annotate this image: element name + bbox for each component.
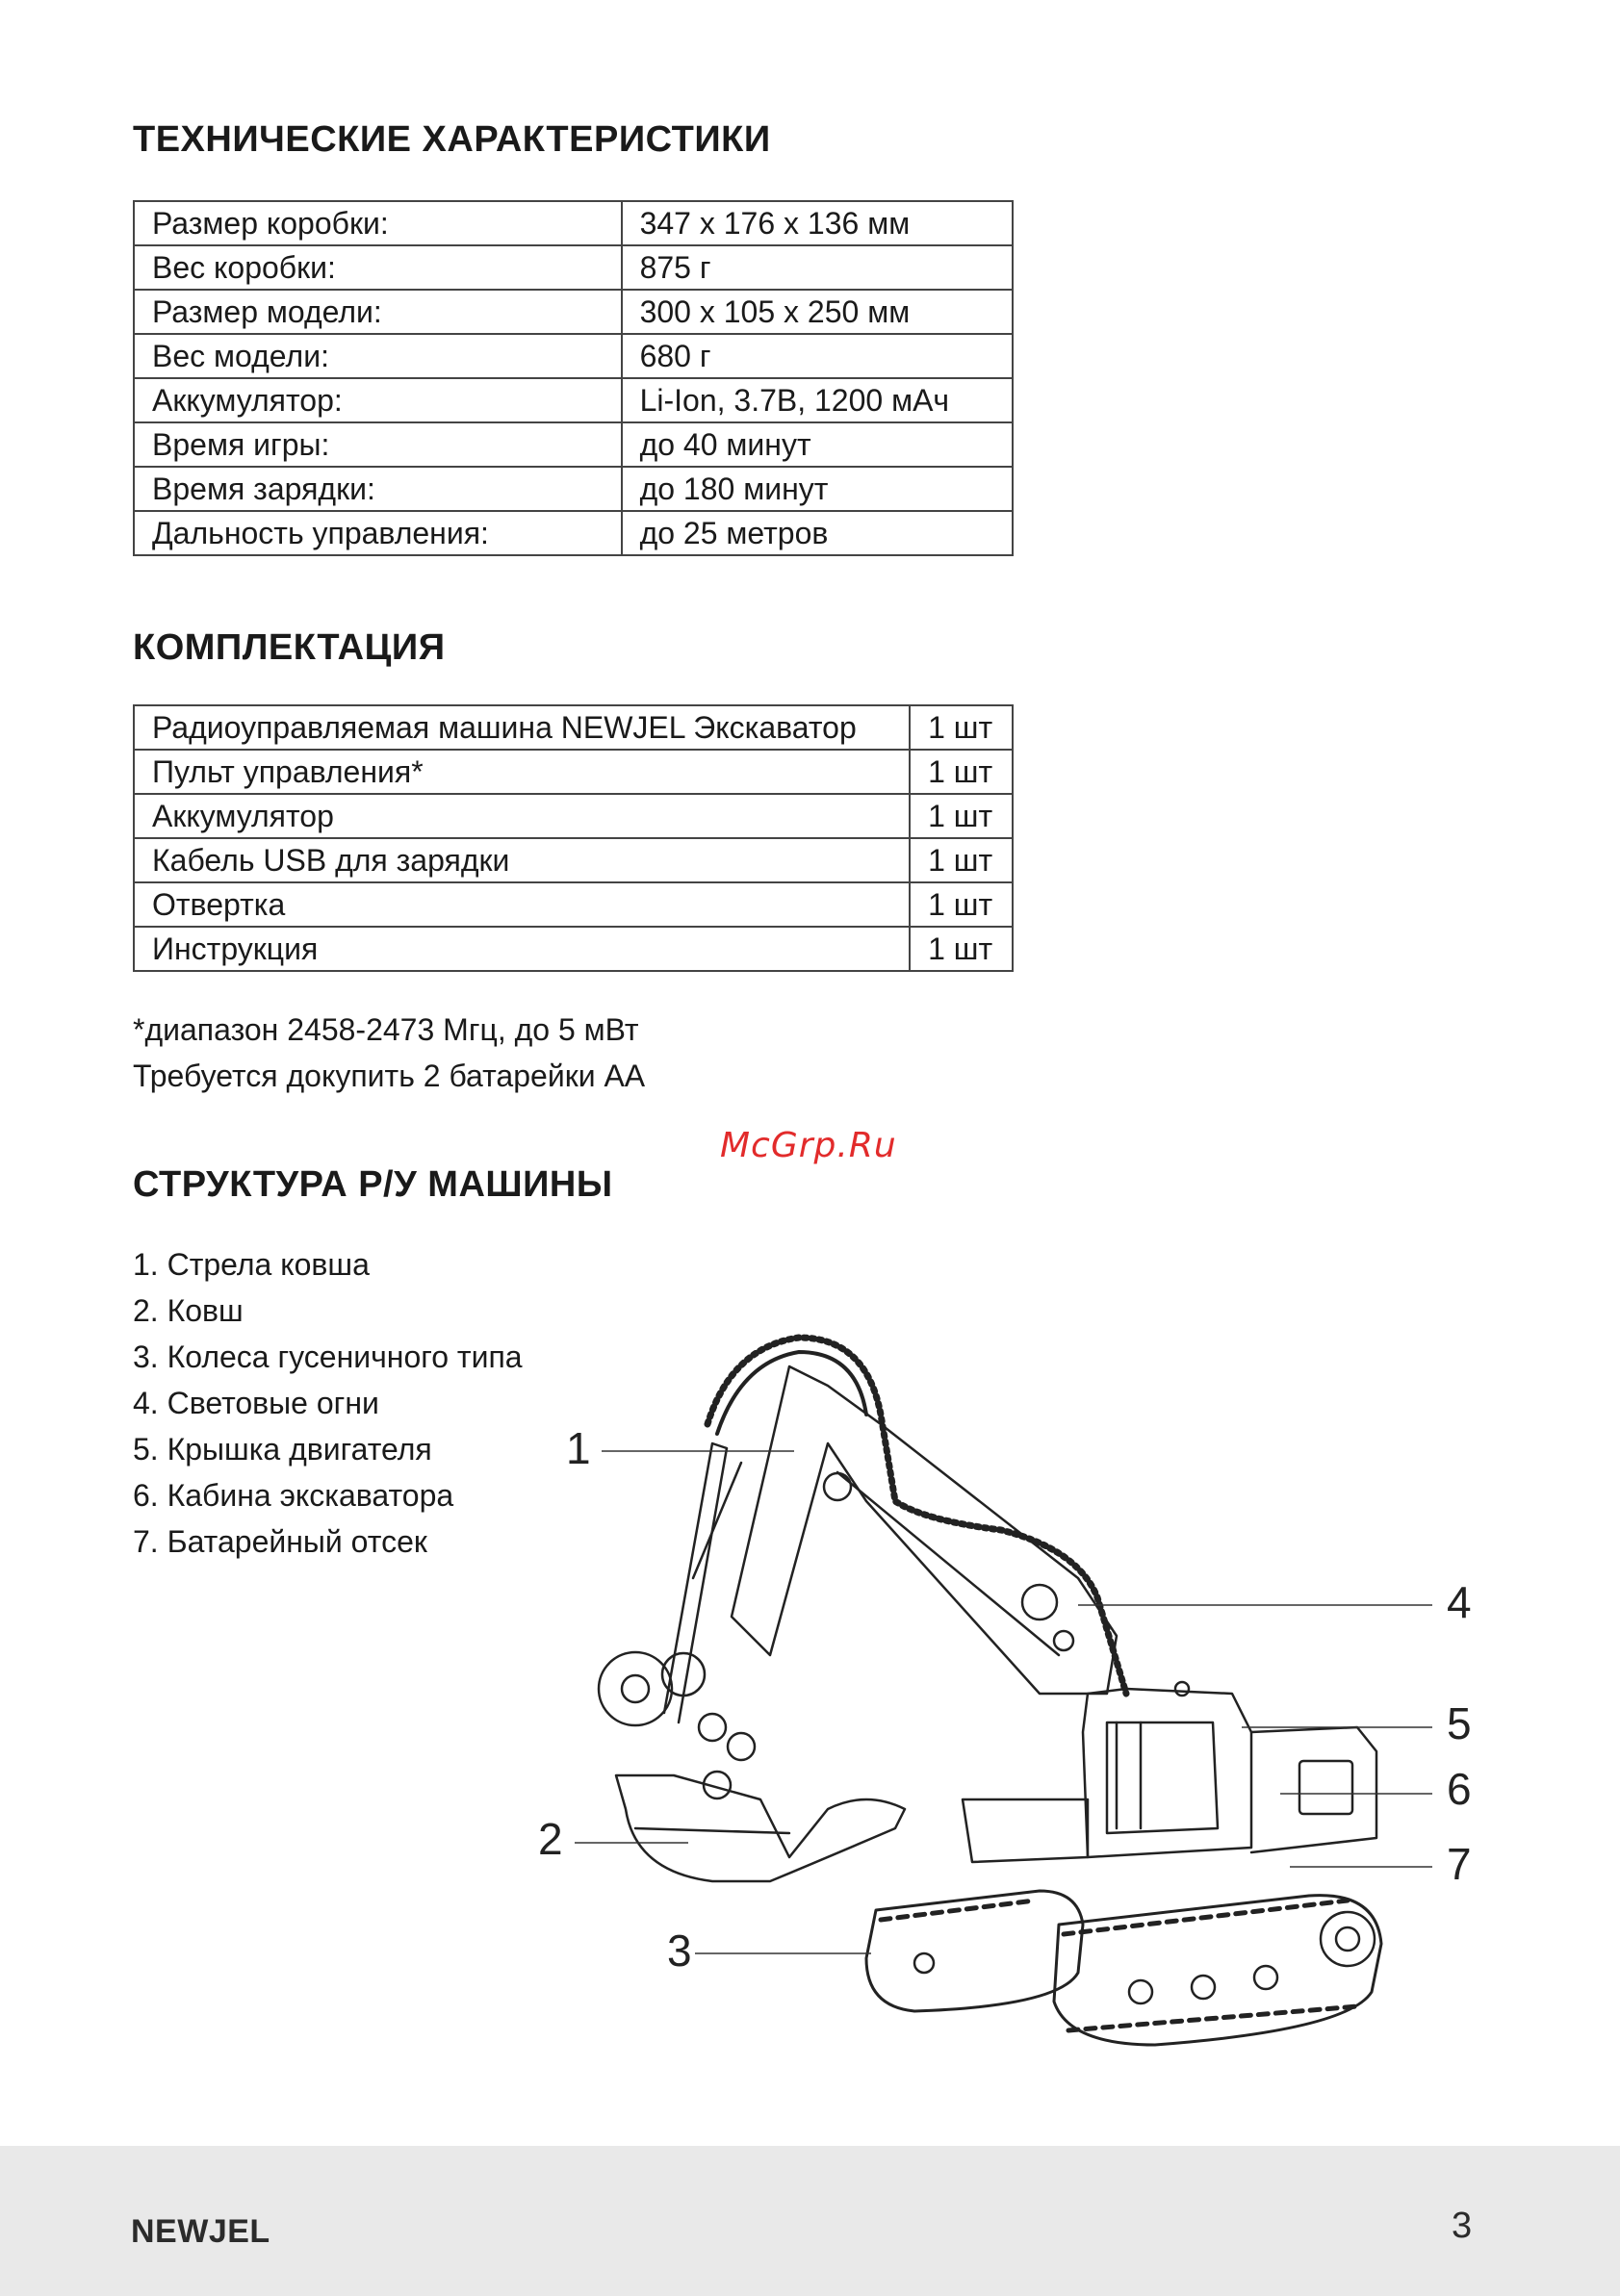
table-row: [134, 838, 1013, 882]
table-row: [134, 290, 1013, 334]
spec-value: 875 г: [622, 245, 1013, 290]
frequency-note: *диапазон 2458-2473 Мгц, до 5 мВт: [133, 1012, 639, 1047]
table-row: [134, 334, 1013, 378]
callout-1: 1: [566, 1423, 591, 1473]
kit-table: [133, 704, 1014, 972]
callout-5: 5: [1447, 1698, 1472, 1748]
spec-label: Размер модели:: [134, 290, 622, 334]
kit-qty: 1 шт: [910, 838, 1013, 882]
spec-value: до 180 минут: [622, 467, 1013, 511]
kit-item: Кабель USB для зарядки: [134, 838, 910, 882]
spec-value: 347 x 176 x 136 мм: [622, 201, 1013, 245]
kit-qty: 1 шт: [910, 705, 1013, 750]
brand-name: NEWJEL: [131, 2213, 270, 2250]
callout-6: 6: [1447, 1764, 1472, 1814]
spec-value: Li-Ion, 3.7В, 1200 мАч: [622, 378, 1013, 422]
list-item: 1. Стрела ковша: [133, 1247, 370, 1282]
kit-item: Аккумулятор: [134, 794, 910, 838]
spec-label: Время зарядки:: [134, 467, 622, 511]
list-item: 7. Батарейный отсек: [133, 1524, 427, 1559]
table-row: [134, 705, 1013, 750]
parts-list: [133, 1241, 523, 1565]
list-item: 6. Кабина экскаватора: [133, 1478, 454, 1513]
kit-qty: 1 шт: [910, 882, 1013, 927]
callout-4: 4: [1447, 1577, 1472, 1627]
kit-qty: 1 шт: [910, 750, 1013, 794]
table-row: [134, 882, 1013, 927]
callout-7: 7: [1447, 1839, 1472, 1889]
spec-label: Вес коробки:: [134, 245, 622, 290]
battery-note: Требуется докупить 2 батарейки АА: [133, 1059, 646, 1093]
list-item: 3. Колеса гусеничного типа: [133, 1339, 523, 1374]
kit-item: Инструкция: [134, 927, 910, 971]
table-row: [134, 927, 1013, 971]
spec-label: Дальность управления:: [134, 511, 622, 555]
spec-label: Время игры:: [134, 422, 622, 467]
kit-item: Пульт управления*: [134, 750, 910, 794]
kit-qty: 1 шт: [910, 794, 1013, 838]
list-item: 5. Крышка двигателя: [133, 1432, 432, 1467]
list-item: 4. Световые огни: [133, 1386, 379, 1420]
spec-label: Размер коробки:: [134, 201, 622, 245]
excavator-diagram: [520, 1309, 1482, 2059]
structure-title: СТРУКТУРА Р/У МАШИНЫ: [133, 1164, 613, 1205]
spec-value: 680 г: [622, 334, 1013, 378]
table-row: [134, 794, 1013, 838]
table-row: [134, 750, 1013, 794]
list-item: 2. Ковш: [133, 1293, 244, 1328]
specs-table: [133, 200, 1014, 556]
page-number: 3: [1452, 2206, 1473, 2246]
watermark: McGrp.Ru: [720, 1126, 897, 1165]
specs-title: ТЕХНИЧЕСКИЕ ХАРАКТЕРИСТИКИ: [133, 119, 771, 160]
table-row: [134, 378, 1013, 422]
spec-value: 300 x 105 x 250 мм: [622, 290, 1013, 334]
kit-item: Радиоуправляемая машина NEWJEL Экскаватор: [134, 705, 910, 750]
callout-3: 3: [667, 1926, 692, 1976]
kit-item: Отвертка: [134, 882, 910, 927]
callout-2: 2: [538, 1814, 563, 1864]
table-row: [134, 422, 1013, 467]
kit-title: КОМПЛЕКТАЦИЯ: [133, 627, 446, 668]
table-row: [134, 467, 1013, 511]
spec-value: до 25 метров: [622, 511, 1013, 555]
spec-label: Аккумулятор:: [134, 378, 622, 422]
kit-qty: 1 шт: [910, 927, 1013, 971]
spec-label: Вес модели:: [134, 334, 622, 378]
spec-value: до 40 минут: [622, 422, 1013, 467]
table-row: [134, 245, 1013, 290]
table-row: [134, 511, 1013, 555]
table-row: [134, 201, 1013, 245]
